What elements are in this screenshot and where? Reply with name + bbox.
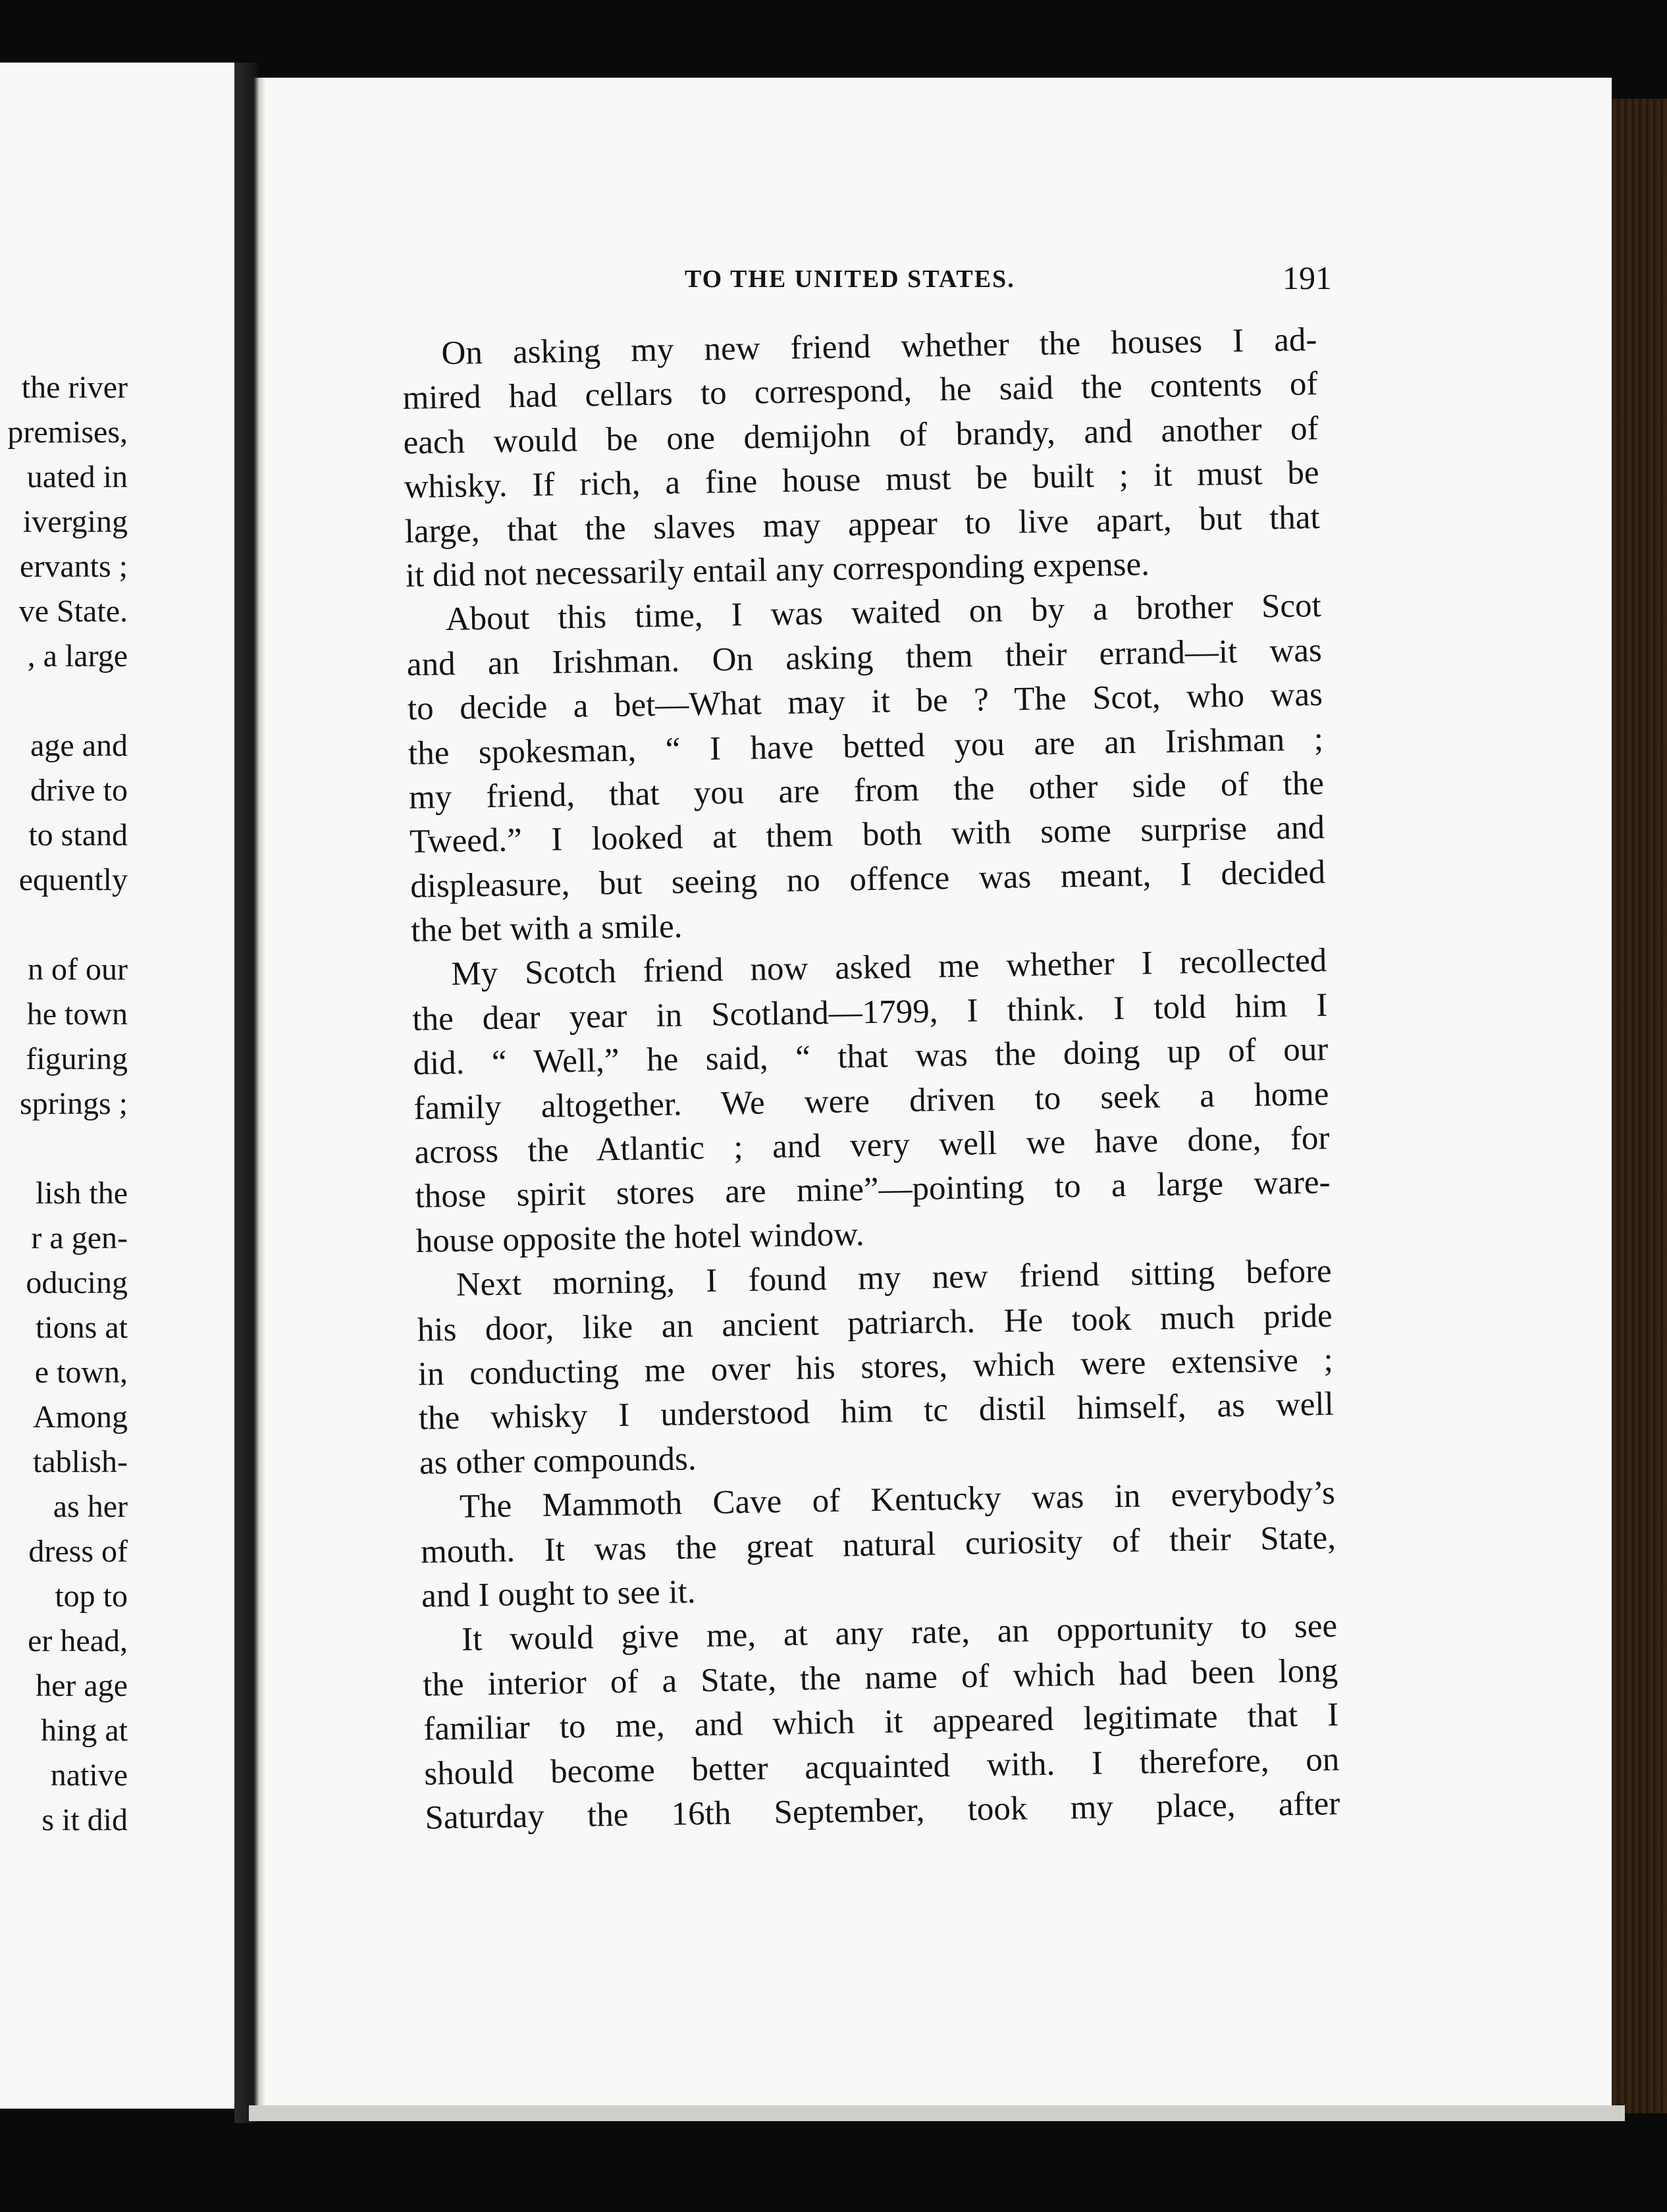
previous-page-line: s it did bbox=[41, 1803, 128, 1837]
previous-page-line: tablish- bbox=[33, 1444, 128, 1479]
page-body-text bbox=[402, 318, 1340, 1841]
text-line: the bet with a smile. bbox=[410, 908, 683, 949]
previous-page-line: to stand bbox=[28, 818, 128, 853]
previous-page-line: lish the bbox=[36, 1176, 128, 1211]
previous-page-line: springs ; bbox=[19, 1086, 128, 1121]
text-line: house opposite the hotel window. bbox=[415, 1215, 864, 1260]
previous-page-line: her age bbox=[36, 1668, 128, 1703]
text-line: On asking my new friend whether the houses I ad- bbox=[441, 321, 1317, 373]
text-line: mired had cellars to correspond, he said the contents of bbox=[402, 365, 1318, 417]
previous-page-line: n of our bbox=[28, 952, 128, 987]
previous-page-line: age and bbox=[30, 728, 128, 763]
previous-page-line: top to bbox=[55, 1579, 128, 1614]
previous-page-line: as her bbox=[53, 1489, 128, 1524]
previous-page-line: oducing bbox=[26, 1265, 128, 1300]
previous-page-line: iverging bbox=[22, 504, 128, 539]
text-line: displeasure, but seeing no offence was meant, I decided bbox=[410, 853, 1326, 905]
text-line: family altogether. We were driven to seek a home bbox=[413, 1075, 1329, 1127]
text-line: should become better acquainted with. I therefore, on bbox=[423, 1741, 1340, 1793]
text-line: large, that the slaves may appear to live apart, but that bbox=[404, 498, 1321, 550]
previous-page-line: ervants ; bbox=[20, 549, 128, 584]
previous-page-line: the river bbox=[21, 370, 128, 405]
previous-page-line: drive to bbox=[30, 773, 128, 808]
previous-page-line: e town, bbox=[34, 1355, 128, 1390]
previous-page-line: uated in bbox=[26, 460, 128, 494]
text-line: across the Atlantic ; and very well we have done, for bbox=[414, 1120, 1330, 1171]
page-fold-shadow bbox=[249, 78, 266, 2105]
previous-page bbox=[0, 63, 238, 2109]
previous-page-line: he town bbox=[26, 997, 128, 1032]
text-line: it did not necessarily entail any corresponding expense. bbox=[405, 546, 1150, 594]
text-line: each would be one demijohn of brandy, and another of bbox=[403, 409, 1319, 461]
text-line: did. “ Well,” he said, “ that was the doing up of our bbox=[413, 1031, 1329, 1083]
text-line: as other compounds. bbox=[419, 1440, 697, 1482]
text-line: whisky. If rich, a fine house must be built ; it must be bbox=[404, 454, 1319, 506]
text-line: the spokesman, “ I have betted you are an Irishman ; bbox=[408, 720, 1324, 772]
text-line: Saturday the 16th September, took my place, after bbox=[425, 1785, 1340, 1837]
text-line: The Mammoth Cave of Kentucky was in everybody’s bbox=[459, 1475, 1336, 1525]
text-line: Next morning, I found my new friend sitting before bbox=[456, 1253, 1333, 1304]
text-line: to decide a bet—What may it be ? The Scot, who was bbox=[407, 676, 1323, 728]
text-line: in conducting me over his stores, which were extensive ; bbox=[417, 1341, 1334, 1393]
previous-page-line: premises, bbox=[7, 415, 128, 450]
previous-page-line: tions at bbox=[36, 1310, 128, 1345]
text-line: the interior of a State, the name of which had been long bbox=[422, 1652, 1338, 1704]
previous-page-line: hing at bbox=[41, 1713, 128, 1748]
text-line: the dear year in Scotland—1799, I think. I told him I bbox=[411, 986, 1328, 1038]
previous-page-line: dress of bbox=[28, 1534, 128, 1569]
text-line: It would give me, at any rate, an opportunity to see bbox=[461, 1608, 1338, 1659]
page-bottom-edge bbox=[249, 2105, 1625, 2121]
previous-page-line: ve State. bbox=[18, 594, 128, 629]
previous-page-line: figuring bbox=[26, 1041, 128, 1076]
previous-page-line: r a gen- bbox=[31, 1221, 128, 1255]
previous-page-line: , a large bbox=[27, 639, 128, 673]
text-line: those spirit stores are mine”—pointing to a large ware- bbox=[415, 1164, 1331, 1216]
text-line: About this time, I was waited on by a brother Scot bbox=[445, 587, 1322, 639]
previous-page-line: er head, bbox=[28, 1623, 128, 1658]
text-line: Tweed.” I looked at them both with some surprise and bbox=[409, 809, 1325, 861]
text-line: familiar to me, and which it appeared legitimate that I bbox=[423, 1697, 1339, 1748]
running-head: TO THE UNITED STATES. bbox=[685, 265, 1015, 293]
text-line: his door, like an ancient patriarch. He took much pride bbox=[417, 1297, 1333, 1349]
book-page-edges bbox=[1612, 99, 1667, 2113]
previous-page-line: native bbox=[50, 1758, 128, 1793]
previous-page-line: Among bbox=[33, 1400, 128, 1435]
text-line: My Scotch friend now asked me whether I recollected bbox=[450, 942, 1327, 993]
text-line: and an Irishman. On asking them their errand—it was bbox=[406, 631, 1323, 683]
previous-page-line: equently bbox=[18, 862, 128, 897]
text-line: and I ought to see it. bbox=[421, 1573, 696, 1615]
text-line: mouth. It was the great natural curiosity of their State, bbox=[420, 1519, 1336, 1571]
text-line: my friend, that you are from the other side of the bbox=[408, 764, 1325, 816]
text-line: the whisky I understood him tc distil himself, as well bbox=[418, 1386, 1335, 1438]
page-number: 191 bbox=[1283, 259, 1332, 296]
